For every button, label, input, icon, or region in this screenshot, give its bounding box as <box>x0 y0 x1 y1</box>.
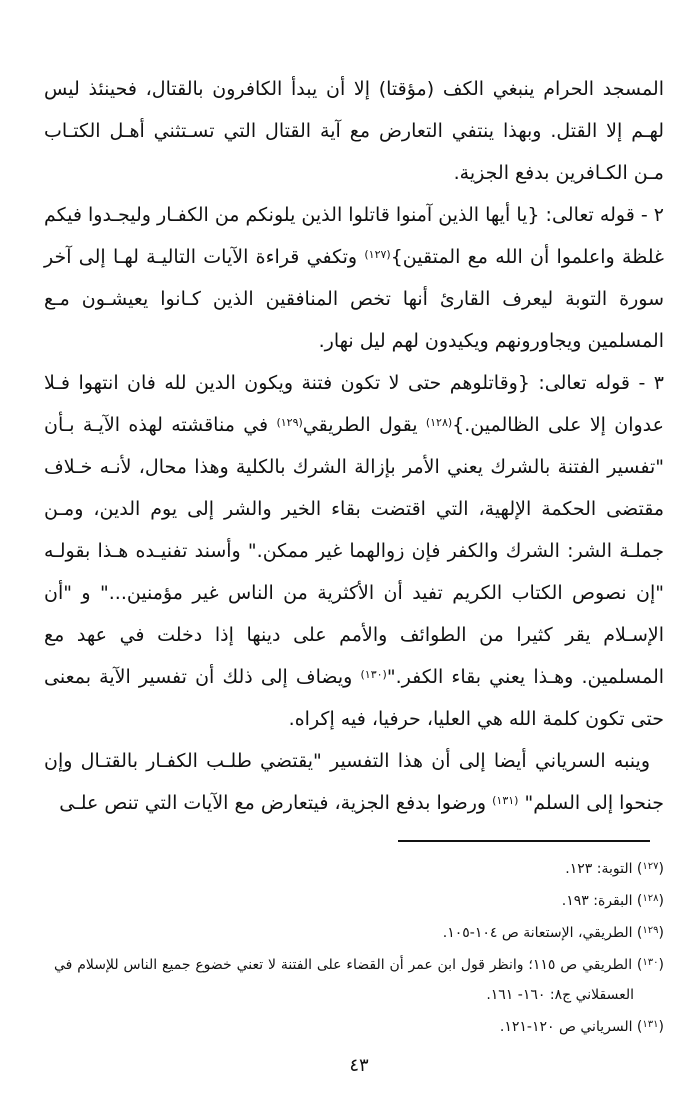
footnote <box>54 852 664 884</box>
footnote-ref: (١٢٧) <box>364 248 391 261</box>
body-paragraph: ٢ - قوله تعالى: {يا أيها الذين آمنوا قاتلوا الذين يلونكم من الكفـار وليجـدوا فيكم غلظة واعلموا أن الله مع المتقين}$^{(١٢٧)}$ وتكفي قراءة الآيات التاليـة لهـا إلى آخر سورة التوبة ليعرف القارئ أنها تخص المنافقين الذين كـانوا يعيشـون مـع المسلمين ويجاورونهم ويكيدون لهم ليل نهار. <box>44 204 664 352</box>
body-paragraph: المسجد الحرام ينبغي الكف (مؤقتا) إلا أن يبدأ الكافرون بالقتال، فحينئذ ليس لهـم إلا القتل. وبهذا ينتفي التعارض مع آية القتال التي تسـتثني أهـل الكتـاب مـن الكـافرين بدفع الجزية. <box>44 78 664 184</box>
footnote-ref: (١٢٨) <box>425 416 453 429</box>
footnote-separator-rule <box>398 840 650 842</box>
footnote-marker: ($^{١٢٧}$) <box>632 861 664 877</box>
body-paragraph: وينبه السرياني أيضا إلى أن هذا التفسير "يقتضي طلـب الكفـار بالقتـال وإن جنحوا إلى السلم" $^{(١٣١)}$ ورضوا بدفع الجزية، فيتعارض مع الآيات التي تنص علـى <box>44 750 664 814</box>
footnote-marker: ($^{١٢٩}$) <box>632 925 664 941</box>
footnote <box>54 916 664 948</box>
footnote-ref: (١٢٩) <box>276 416 303 429</box>
footnote-marker: ($^{١٣٠}$) <box>632 957 664 973</box>
body-text <box>44 68 664 824</box>
footnote-text: البقرة: ١٩٣. <box>561 893 633 909</box>
body-paragraph: ٣ - قوله تعالى: {وقاتلوهم حتى لا تكون فتنة ويكون الدين لله فان انتهوا فـلا عدوان إلا على الظالمين.}$^{(١٢٨)}$ يقول الطريقي$^{(١٢٩)}$ في مناقشته لهذه الآيـة بـأن "تفسير الفتنة بالشرك يعني الأمر بإزالة الشرك بالكلية وهذا محال، لأنـه خـلاف مقتضى الحكمة الإلهية، التي اقتضت بقاء الخير والشر إلى يوم الدين، ومـن جملـة الشر: الشرك والكفر فإن زوالهما غير ممكن." وأسند تفنيـده هـذا بقولـه "إن نصوص الكتاب الكريم تفيد أن الأكثرية من الناس غير مؤمنين..." و "أن الإسـلام يقر كثيرا من الطوائف والأمم على دينها إذا دخلت في عهد مع المسلمين. وهـذا يعني بقاء الكفر."$^{(١٣٠)}$ ويضاف إلى ذلك أن تفسير الآية بمعنى حتى تكون كلمة الله هي العليا، حرفيا، فيه إكراه. <box>44 372 665 730</box>
footnote-marker: ($^{١٣١}$) <box>632 1019 664 1035</box>
footnote <box>54 1010 664 1042</box>
footnote-text: الطريقي، الإستعانة ص ١٠٤-١٠٥. <box>442 925 633 941</box>
footnote-ref: (١٣٠) <box>360 668 387 681</box>
footnotes-section <box>54 852 664 1042</box>
footnote-marker: ($^{١٢٨}$) <box>632 893 664 909</box>
footnote <box>54 948 664 1010</box>
footnote-text: الطريقي ص ١١٥؛ وانظر قول ابن عمر أن القضاء على الفتنة لا تعني خضوع جميع الناس للإسلام في العسقلاني ج٨: ١٦٠- ١٦١. <box>54 957 634 1003</box>
footnote-text: السرياني ص ١٢٠-١٢١. <box>499 1019 633 1035</box>
footnote-text: التوبة: ١٢٣. <box>565 861 633 877</box>
page-number: ٤٣ <box>349 1055 369 1076</box>
footnote <box>54 884 664 916</box>
footnote-ref: (١٣١) <box>492 794 519 807</box>
